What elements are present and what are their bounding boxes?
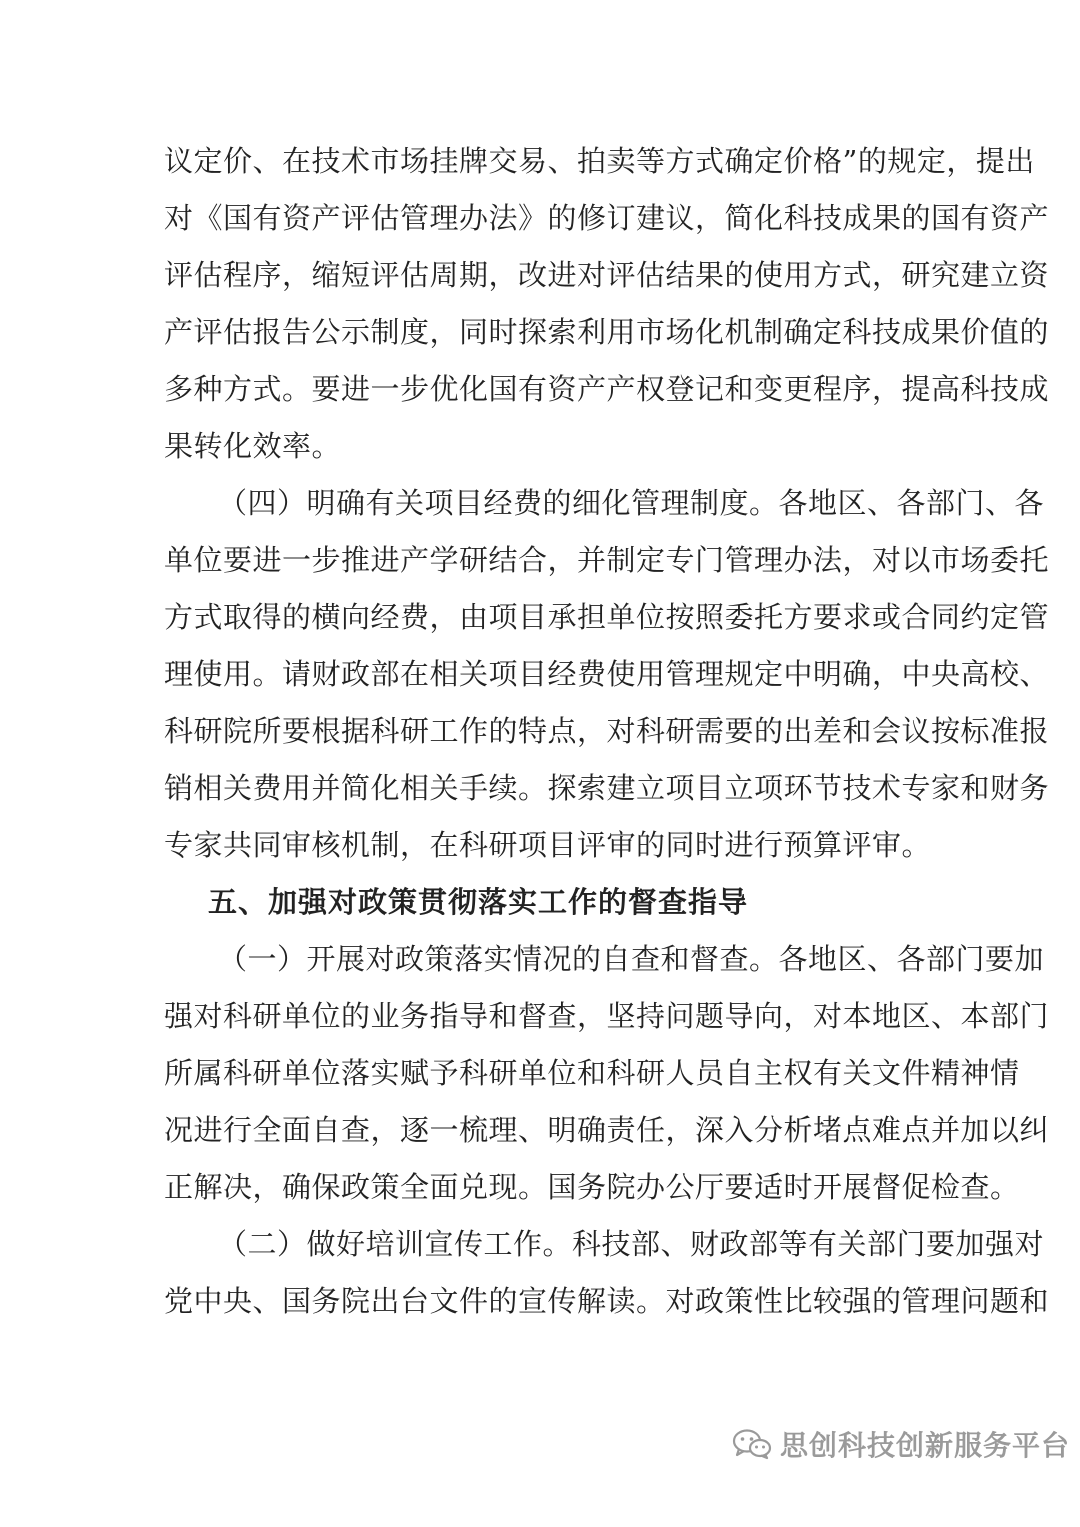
paragraph-line: 果转化效率。 [164,429,342,463]
paragraph-line: 强对科研单位的业务指导和督查，坚持问题导向，对本地区、本部门 [164,999,1050,1033]
paragraph-line: 科研院所要根据科研工作的特点，对科研需要的出差和会议按标准报 [164,714,1050,748]
watermark [732,1424,1070,1464]
paragraph-line: 产评估报告公示制度，同时探索利用市场化机制确定科技成果价值的 [164,315,1050,349]
paragraph-line: 评估程序，缩短评估周期，改进对评估结果的使用方式，研究建立资 [164,258,1050,292]
paragraph-line: 议定价、在技术市场挂牌交易、拍卖等方式确定价格”的规定，提出 [164,144,1035,178]
paragraph-line: 对《国有资产评估管理办法》的修订建议，简化科技成果的国有资产 [164,201,1050,235]
paragraph-line: 正解决，确保政策全面兑现。国务院办公厅要适时开展督促检查。 [164,1170,1020,1204]
paragraph-line: 所属科研单位落实赋予科研单位和科研人员自主权有关文件精神情 [164,1056,1020,1090]
paragraph-line: 单位要进一步推进产学研结合，并制定专门管理办法，对以市场委托 [164,543,1050,577]
paragraph-line: 党中央、国务院出台文件的宣传解读。对政策性比较强的管理问题和 [164,1284,1050,1318]
paragraph-line: （一）开展对政策落实情况的自查和督查。各地区、各部门要加 [218,942,1045,976]
wechat-icon [732,1428,772,1460]
paragraph-line: 方式取得的横向经费，由项目承担单位按照委托方要求或合同约定管 [164,600,1050,634]
paragraph-line: 况进行全面自查，逐一梳理、明确责任，深入分析堵点难点并加以纠 [164,1113,1050,1147]
paragraph-line: 销相关费用并简化相关手续。探索建立项目立项环节技术专家和财务 [164,771,1050,805]
section-heading: 五、加强对政策贯彻落实工作的督查指导 [208,885,749,919]
paragraph-line: （二）做好培训宣传工作。科技部、财政部等有关部门要加强对 [218,1227,1045,1261]
watermark-text: 思创科技创新服务平台 [780,1429,1071,1462]
paragraph-line: 理使用。请财政部在相关项目经费使用管理规定中明确，中央高校、 [164,657,1050,691]
paragraph-line: 专家共同审核机制，在科研项目评审的同时进行预算评审。 [164,828,932,862]
paragraph-line: （四）明确有关项目经费的细化管理制度。各地区、各部门、各 [218,486,1045,520]
paragraph-line: 多种方式。要进一步优化国有资产产权登记和变更程序，提高科技成 [164,372,1050,406]
